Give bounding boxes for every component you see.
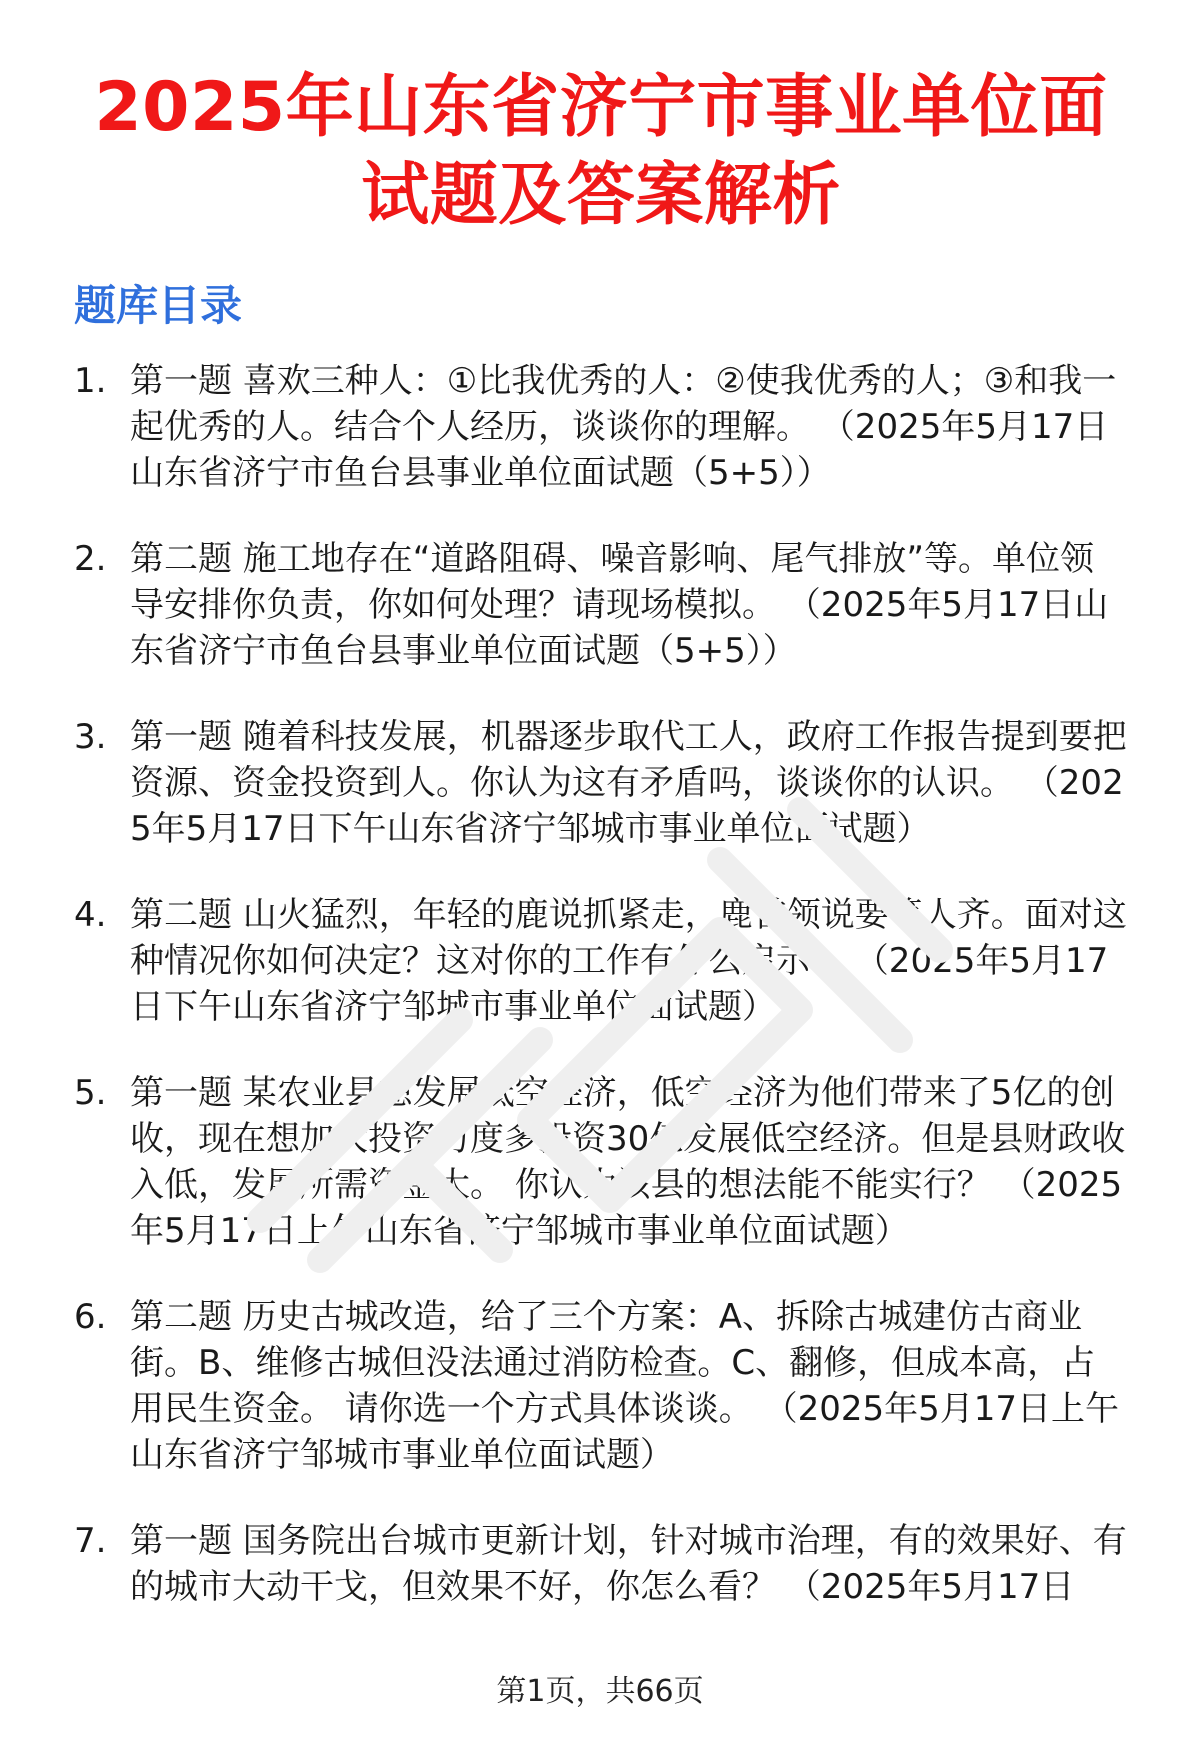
list-item — [74, 536, 1128, 674]
toc-heading: 题库目录 — [74, 281, 243, 330]
item-text: 第一题 喜欢三种人：①比我优秀的人：②使我优秀的人；③和我一起优秀的人。结合个人经历，谈谈你的理解。 （2025年5月17日山东省济宁市鱼台县事业单位面试题（5+5）） — [130, 361, 1117, 493]
item-text: 第一题 随着科技发展，机器逐步取代工人，政府工作报告提到要把资源、资金投资到人。你认为这有矛盾吗，谈谈你的认识。 （2025年5月17日下午山东省济宁邹城市事业单位面试题） — [130, 717, 1127, 849]
question-list — [74, 358, 1128, 1610]
item-text: 第一题 国务院出台城市更新计划，针对城市治理，有的效果好、有的城市大动干戈，但效果不好，你怎么看？ （2025年5月17日 — [130, 1521, 1127, 1607]
list-item — [74, 1294, 1128, 1478]
item-text: 第二题 历史古城改造，给了三个方案：A、拆除古城建仿古商业街。B、维修古城但没法通过消防检查。C、翻修，但成本高，占用民生资金。 请你选一个方式具体谈谈。 （2025年5月17日上午山东省济宁邹城市事业单位面试题） — [130, 1297, 1120, 1475]
list-item — [74, 358, 1128, 496]
item-text: 第二题 施工地存在“道路阻碍、噪音影响、尾气排放”等。单位领导安排你负责，你如何处理？请现场模拟。 （2025年5月17日山东省济宁市鱼台县事业单位面试题（5+5）） — [130, 539, 1109, 671]
item-text: 第二题 山火猛烈，年轻的鹿说抓紧走，鹿首领说要等人齐。面对这种情况你如何决定？这对你的工作有什么启示？ （2025年5月17日下午山东省济宁邹城市事业单位面试题） — [130, 895, 1127, 1027]
item-text: 第一题 某农业县想发展低空经济，低空经济为他们带来了5亿的创收，现在想加大投资力度多投资30亿发展低空经济。但是县财政收入低，发展所需资金大。 你认为该县的想法能不能实行？ （2025年5月17日上午山东省济宁邹城市事业单位面试题） — [130, 1073, 1126, 1251]
item-number: 1. — [74, 361, 107, 401]
list-item — [74, 1070, 1128, 1254]
item-number: 5. — [74, 1073, 107, 1113]
item-number: 3. — [74, 717, 107, 757]
document-title: 2025年山东省济宁市事业单位面试题及答案解析 — [94, 68, 1108, 235]
item-number: 4. — [74, 895, 107, 935]
page-footer: 第1页，共66页 — [496, 1674, 704, 1709]
item-number: 6. — [74, 1297, 107, 1337]
list-item — [74, 1518, 1128, 1610]
list-item — [74, 892, 1128, 1030]
list-item — [74, 714, 1128, 852]
item-number: 7. — [74, 1521, 107, 1561]
item-number: 2. — [74, 539, 107, 579]
